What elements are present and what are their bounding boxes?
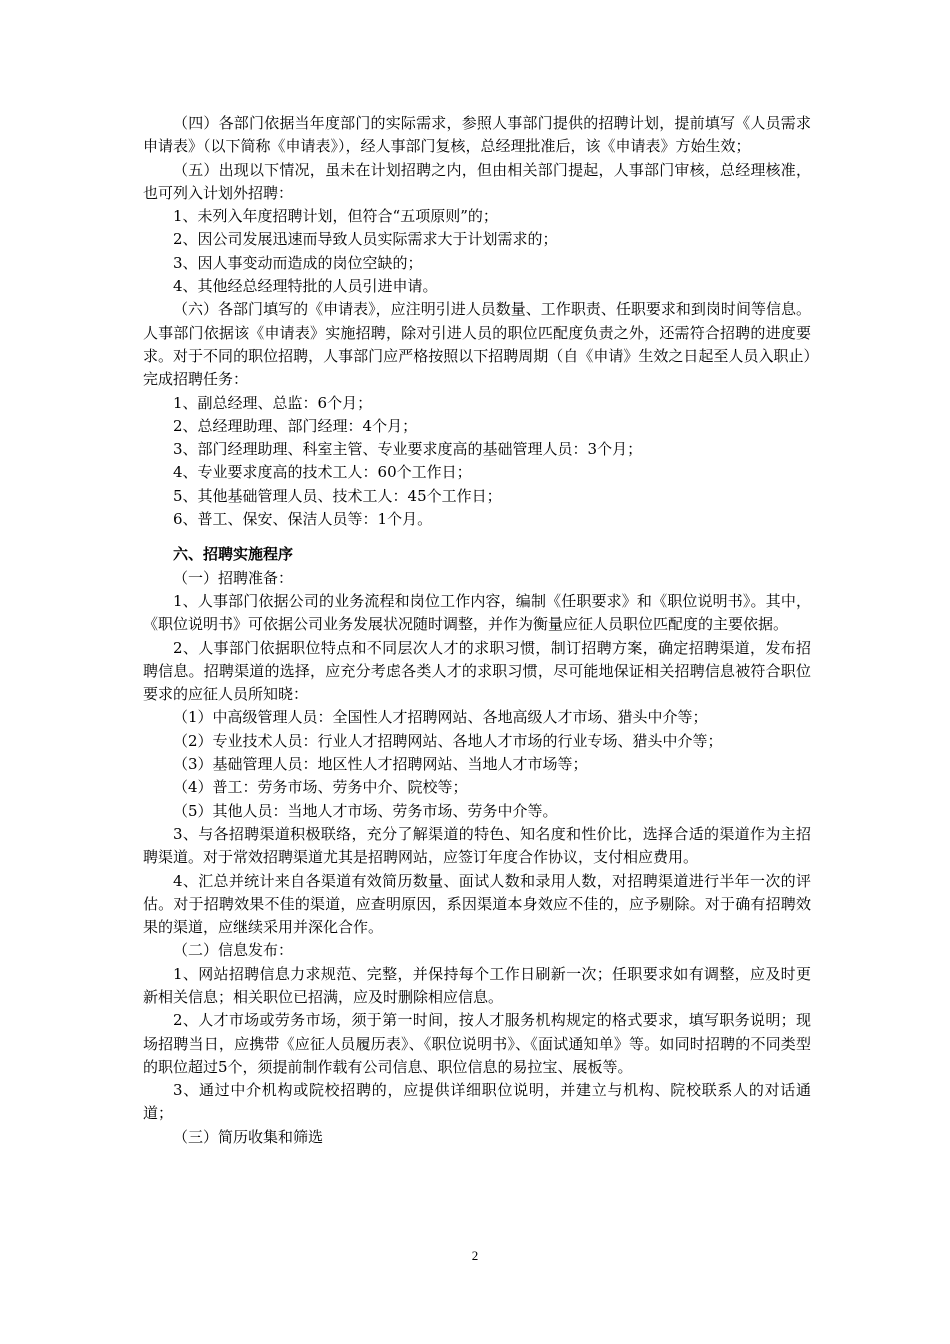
document-body [143, 112, 811, 1149]
section-heading: 六、招聘实施程序 [173, 545, 294, 564]
list-item: （4）普工：劳务市场、劳务中介、院校等； [173, 778, 468, 797]
list-item: 2、因公司发展迅速而导致人员实际需求大于计划需求的； [173, 230, 558, 249]
list-item: （2）专业技术人员：行业人才招聘网站、各地人才市场的行业专场、猎头中介等； [173, 731, 723, 750]
paragraph: （四）各部门依据当年度部门的实际需求，参照人事部门提供的招聘计划，提前填写《人员需求申请表》（以下简称《申请表》），经人事部门复核，总经理批准后，该《申请表》方始生效； [143, 114, 811, 156]
list-item: （3）基础管理人员：地区性人才招聘网站、当地人才市场等； [173, 755, 588, 774]
list-item: （1）中高级管理人员：全国性人才招聘网站、各地高级人才市场、猎头中介等； [173, 708, 708, 727]
subsection-heading: （二）信息发布： [173, 941, 294, 960]
paragraph: 3、通过中介机构或院校招聘的，应提供详细职位说明，并建立与机构、院校联系人的对话通道； [143, 1081, 811, 1123]
list-item: 3、部门经理助理、科室主管、专业要求度高的基础管理人员：3个月； [173, 440, 643, 459]
paragraph: 1、网站招聘信息力求规范、完整，并保持每个工作日刷新一次；任职要求如有调整，应及时更新相关信息；相关职位已招满，应及时删除相应信息。 [143, 964, 811, 1006]
list-item: 2、总经理助理、部门经理：4个月； [173, 416, 418, 435]
list-item: 6、普工、保安、保洁人员等：1个月。 [173, 510, 433, 529]
subsection-heading: （一）招聘准备： [173, 568, 294, 587]
list-item: 1、未列入年度招聘计划，但符合“五项原则”的； [173, 207, 498, 226]
list-item: 5、其他基础管理人员、技术工人：45个工作日； [173, 486, 502, 505]
list-item: 3、因人事变动而造成的岗位空缺的； [173, 253, 423, 272]
paragraph: 2、人才市场或劳务市场，须于第一时间，按人才服务机构规定的格式要求，填写职务说明；现场招聘当日，应携带《应征人员履历表》、《职位说明书》、《面试通知单》等。如同时招聘的不同类型的职位超过5个，须提前制作载有公司信息、职位信息的易拉宝、展板等。 [143, 1011, 811, 1076]
paragraph: （五）出现以下情况，虽未在计划招聘之内，但由相关部门提起，人事部门审核，总经理核准，也可列入计划外招聘： [143, 160, 811, 202]
list-item: （5）其他人员：当地人才市场、劳务市场、劳务中介等。 [173, 801, 558, 820]
paragraph: （六）各部门填写的《申请表》，应注明引进人员数量、工作职责、任职要求和到岗时间等信息。人事部门依据该《申请表》实施招聘，除对引进人员的职位匹配度负责之外，还需符合招聘的进度要求。对于不同的职位招聘，人事部门应严格按照以下招聘周期（自《申请》生效之日起至人员入职止）完成招聘任务： [143, 300, 811, 389]
page-number: 2 [471, 1248, 479, 1263]
paragraph: 4、汇总并统计来自各渠道有效简历数量、面试人数和录用人数，对招聘渠道进行半年一次的评估。对于招聘效果不佳的渠道，应查明原因，系因渠道本身效应不佳的，应予剔除。对于确有招聘效果的渠道，应继续采用并深化合作。 [143, 871, 811, 937]
list-item: 1、副总经理、总监：6个月； [173, 393, 373, 412]
paragraph: 2、人事部门依据职位特点和不同层次人才的求职习惯，制订招聘方案，确定招聘渠道，发布招聘信息。招聘渠道的选择，应充分考虑各类人才的求职习惯，尽可能地保证相关招聘信息被符合职位要求的应征人员所知晓： [143, 638, 811, 704]
list-item: 4、其他经总经理特批的人员引进申请。 [173, 277, 438, 296]
list-item: 4、专业要求度高的技术工人：60个工作日； [173, 463, 472, 482]
subsection-heading: （三）简历收集和筛选 [173, 1127, 324, 1146]
paragraph: 3、与各招聘渠道积极联络，充分了解渠道的特色、知名度和性价比，选择合适的渠道作为主招聘渠道。对于常效招聘渠道尤其是招聘网站，应签订年度合作协议，支付相应费用。 [143, 824, 811, 867]
paragraph: 1、人事部门依据公司的业务流程和岗位工作内容，编制《任职要求》和《职位说明书》。其中，《职位说明书》可依据公司业务发展状况随时调整，并作为衡量应征人员职位匹配度的主要依据。 [143, 591, 811, 634]
